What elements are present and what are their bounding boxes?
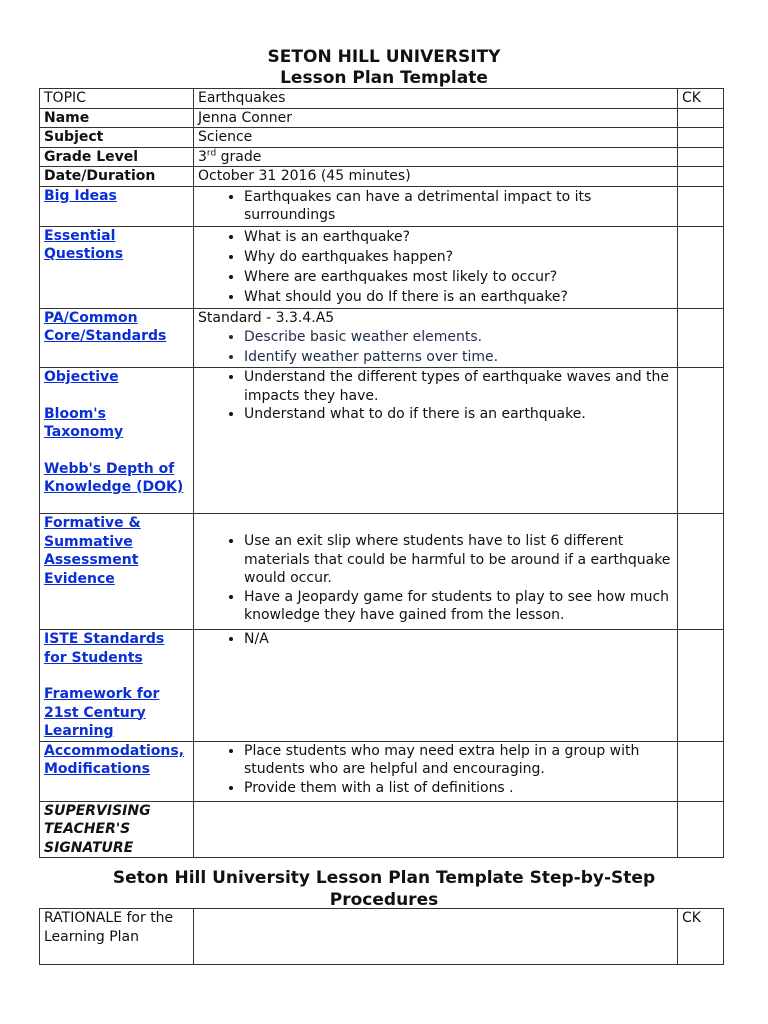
list-item: • Describe basic weather elements. — [244, 327, 673, 347]
date-duration-label: Date/Duration — [40, 167, 194, 187]
iste-list — [198, 630, 673, 649]
grade-level-value — [194, 147, 678, 167]
table-row — [40, 801, 724, 858]
accommodations-content — [194, 741, 678, 801]
subject-label: Subject — [40, 128, 194, 148]
ck-cell — [678, 514, 724, 630]
date-duration-value: October 31 2016 (45 minutes) — [194, 167, 678, 187]
ck-header: CK — [678, 89, 724, 109]
assessment-cell — [40, 514, 194, 630]
table-row — [40, 167, 724, 187]
list-item: • Earthquakes can have a detrimental impact to its surroundings — [244, 188, 673, 225]
list-item: • Provide them with a list of definitions . — [244, 779, 673, 798]
essential-questions-list — [198, 227, 673, 307]
table-row — [40, 147, 724, 167]
topic-label: TOPIC — [40, 89, 194, 109]
accommodations-list — [198, 742, 673, 798]
big-ideas-content — [194, 186, 678, 226]
essential-questions-cell — [40, 226, 194, 308]
ck-cell — [678, 630, 724, 742]
ck-cell — [678, 741, 724, 801]
objective-link[interactable]: Objective — [44, 369, 119, 385]
lesson-plan-table — [39, 88, 724, 858]
assessment-link[interactable]: Formative & Summative Assessment Evidence — [44, 515, 141, 587]
table-row — [40, 630, 724, 742]
ck-cell — [678, 368, 724, 514]
list-item: • Place students who may need extra help in a group with students who are helpful and encouraging. — [244, 742, 673, 779]
list-item: • Where are earthquakes most likely to occur? — [244, 267, 673, 287]
supervising-signature-field[interactable] — [194, 801, 678, 858]
assessment-list — [198, 532, 673, 625]
grade-level-label: Grade Level — [40, 147, 194, 167]
ck-cell — [678, 147, 724, 167]
list-item: • Use an exit slip where students have to list 6 different materials that could be harmful to be around if a earthquake would occur. — [244, 532, 673, 588]
big-ideas-link[interactable]: Big Ideas — [44, 187, 117, 204]
grade-suffix: rd — [206, 147, 217, 158]
procedures-ck-header: CK — [678, 909, 724, 965]
standards-code: Standard - 3.3.4.A5 — [198, 309, 335, 326]
objectives-list — [198, 368, 673, 424]
list-item: • What should you do If there is an earthquake? — [244, 287, 673, 307]
name-value: Jenna Conner — [194, 108, 678, 128]
grade-number: 3 — [198, 148, 207, 165]
procedures-title: Seton Hill University Lesson Plan Template Step-by-Step Procedures — [112, 868, 656, 910]
essential-questions-link[interactable]: Essential Questions — [44, 227, 124, 262]
big-ideas-list — [198, 188, 673, 225]
table-row — [40, 909, 724, 965]
standards-content — [194, 308, 678, 368]
table-row — [40, 128, 724, 148]
table-row — [40, 108, 724, 128]
standards-cell — [40, 308, 194, 368]
ck-cell — [678, 308, 724, 368]
table-row — [40, 89, 724, 109]
supervising-signature-label: SUPERVISING TEACHER'S SIGNATURE — [40, 801, 194, 858]
topic-value: Earthquakes — [194, 89, 678, 109]
standards-list — [198, 327, 673, 367]
table-row — [40, 226, 724, 308]
university-title: SETON HILL UNIVERSITY — [267, 47, 501, 67]
ck-cell — [678, 801, 724, 858]
list-item: • What is an earthquake? — [244, 227, 673, 247]
document-title: Lesson Plan Template — [280, 68, 488, 88]
ck-cell — [678, 167, 724, 187]
accommodations-cell — [40, 741, 194, 801]
essential-questions-content — [194, 226, 678, 308]
rationale-content[interactable] — [194, 909, 678, 965]
list-item: • Have a Jeopardy game for students to play to see how much knowledge they have gained from the lesson. — [244, 588, 673, 625]
blooms-taxonomy-link[interactable]: Bloom's Taxonomy — [44, 405, 124, 440]
procedures-table — [39, 908, 724, 965]
ck-cell — [678, 186, 724, 226]
ck-cell — [678, 108, 724, 128]
list-item: • Identify weather patterns over time. — [244, 347, 673, 367]
grade-word: grade — [220, 148, 262, 165]
ck-cell — [678, 226, 724, 308]
name-label: Name — [40, 108, 194, 128]
rationale-label: RATIONALE for the Learning Plan — [40, 909, 194, 965]
objective-cell — [40, 368, 194, 514]
iste-cell — [40, 630, 194, 742]
list-item: • Understand the different types of earthquake waves and the impacts they have. — [244, 368, 673, 405]
list-item: • Why do earthquakes happen? — [244, 247, 673, 267]
table-row — [40, 186, 724, 226]
iste-standards-link[interactable]: ISTE Standards for Students — [44, 631, 165, 666]
subject-value: Science — [194, 128, 678, 148]
iste-content — [194, 630, 678, 742]
table-row — [40, 741, 724, 801]
objective-content — [194, 368, 678, 514]
webbs-dok-link[interactable]: Webb's Depth of Knowledge (DOK) — [44, 460, 184, 495]
table-row — [40, 368, 724, 514]
standards-link[interactable]: PA/Common Core/Standards — [44, 309, 167, 344]
list-item: • Understand what to do if there is an earthquake. — [244, 405, 673, 424]
table-row — [40, 308, 724, 368]
big-ideas-cell — [40, 186, 194, 226]
framework-21st-century-link[interactable]: Framework for 21st Century Learning — [44, 686, 160, 739]
list-item: • N/A — [244, 630, 673, 649]
accommodations-link[interactable]: Accommodations, Modifications — [44, 742, 185, 777]
table-row — [40, 514, 724, 630]
ck-cell — [678, 128, 724, 148]
assessment-content — [194, 514, 678, 630]
